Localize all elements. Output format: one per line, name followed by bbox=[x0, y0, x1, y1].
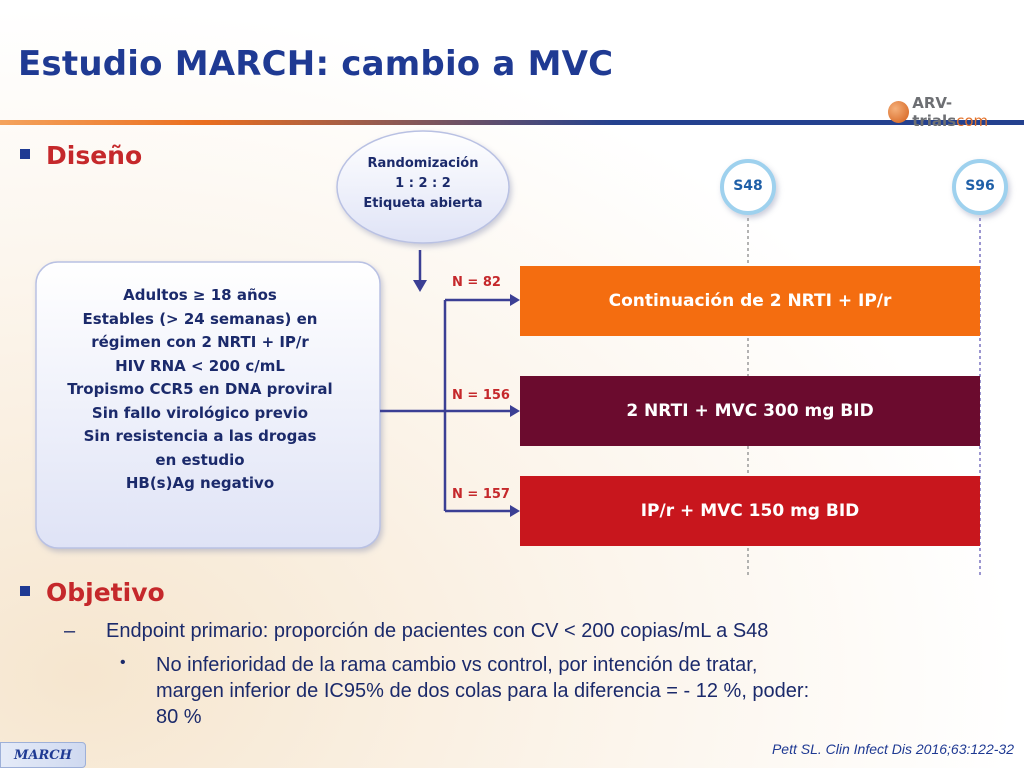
criterion-line: Tropismo CCR5 en DNA proviral bbox=[67, 380, 333, 398]
criterion-line: HIV RNA < 200 c/mL bbox=[115, 356, 285, 375]
arm-continuation-label: Continuación de 2 NRTI + IP/r bbox=[608, 291, 892, 311]
arm-nrti-mvc-label: 2 NRTI + MVC 300 mg BID bbox=[626, 401, 874, 421]
arm-continuation-box bbox=[520, 266, 980, 336]
criterion-line: en estudio bbox=[155, 450, 245, 469]
criterion-line: HB(s)Ag negativo bbox=[125, 474, 275, 492]
section-objective bbox=[20, 578, 165, 607]
population-criteria bbox=[44, 284, 356, 496]
dash-bullet-icon: – bbox=[64, 620, 76, 642]
arrowhead-arm-2 bbox=[510, 405, 520, 417]
slide-title: Estudio MARCH: cambio a MVC bbox=[18, 44, 614, 84]
non-inferiority-detail bbox=[156, 652, 809, 730]
logo-suffix: com bbox=[956, 112, 989, 130]
randomization-line-1: Randomización bbox=[367, 156, 479, 171]
detail-line: margen inferior de IC95% de dos colas para la diferencia = - 12 %, poder: bbox=[156, 680, 810, 702]
detail-line: 80 % bbox=[156, 706, 202, 728]
arrowhead-arm-3 bbox=[510, 505, 520, 517]
randomization-text bbox=[348, 154, 498, 214]
bullet-square-icon bbox=[20, 586, 30, 596]
arm-1-n: N = 82 bbox=[452, 275, 501, 290]
detail-line: No inferioridad de la rama cambio vs control, por intención de tratar, bbox=[156, 654, 758, 676]
criterion-line: Sin fallo virológico previo bbox=[91, 403, 309, 422]
criterion-line: régimen con 2 NRTI + IP/r bbox=[91, 333, 309, 351]
timepoint-s48-label: S48 bbox=[733, 178, 763, 194]
section-objective-label: Objetivo bbox=[46, 578, 165, 607]
timepoint-s96-label: S96 bbox=[965, 178, 995, 194]
arrowhead-arm-1 bbox=[510, 294, 520, 306]
criterion-line: Estables (> 24 semanas) en bbox=[82, 309, 318, 328]
primary-endpoint: Endpoint primario: proporción de pacientes con CV < 200 copias/mL a S48 bbox=[106, 620, 769, 642]
randomization-line-2: 1 : 2 : 2 bbox=[395, 176, 451, 191]
randomization-arrowhead bbox=[413, 280, 427, 292]
section-design-label: Diseño bbox=[46, 141, 143, 170]
arm-3-n: N = 157 bbox=[452, 487, 510, 502]
citation: Pett SL. Clin Infect Dis 2016;63:122-32 bbox=[771, 741, 1014, 757]
criterion-line: Adultos ≥ 18 años bbox=[123, 286, 277, 304]
criterion-line: Sin resistencia a las drogas bbox=[83, 427, 317, 445]
arm-ipr-mvc-box bbox=[520, 476, 980, 546]
arm-ipr-mvc-label: IP/r + MVC 150 mg BID bbox=[640, 501, 860, 521]
logo-brand: ARV-trials bbox=[912, 94, 957, 130]
randomization-line-3: Etiqueta abierta bbox=[363, 196, 483, 211]
arm-2-n: N = 156 bbox=[452, 388, 510, 403]
dot-bullet-icon: • bbox=[120, 654, 126, 671]
arm-nrti-mvc-box bbox=[520, 376, 980, 446]
study-tag: MARCH bbox=[0, 742, 86, 768]
